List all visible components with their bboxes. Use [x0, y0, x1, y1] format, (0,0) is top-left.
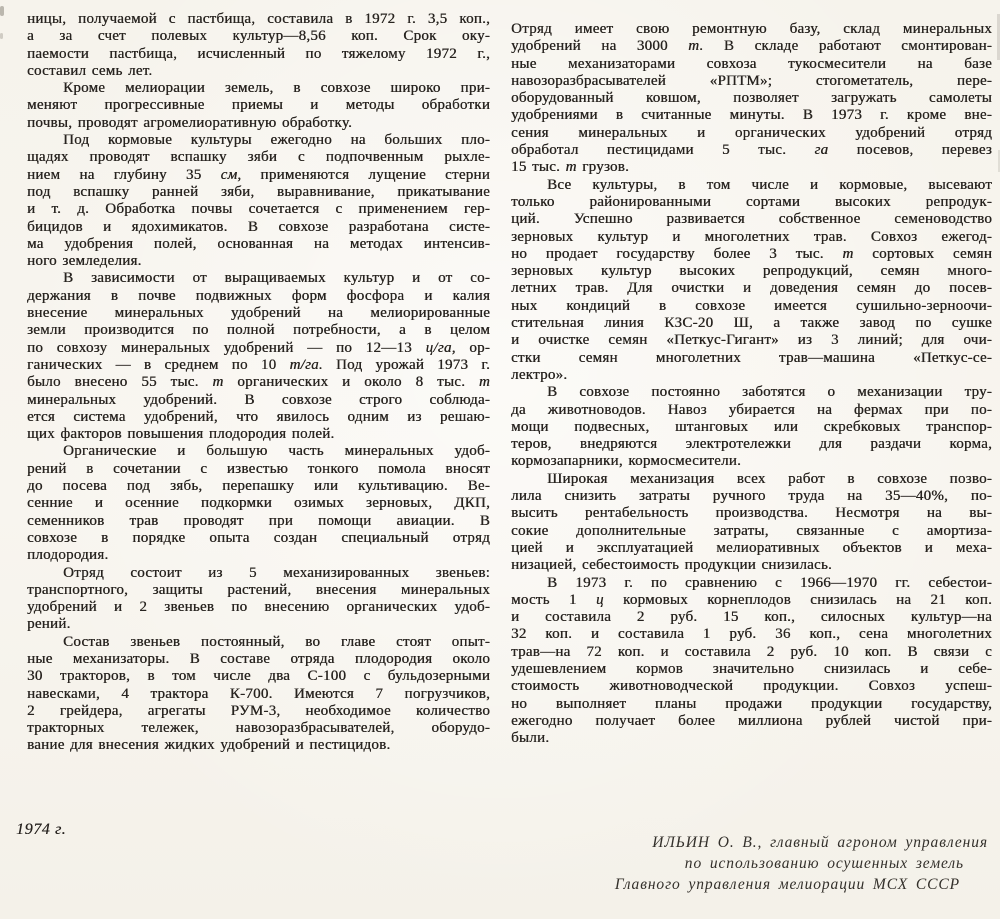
- text-line: под вспашку ранней зяби, выравнивание, прикатывание: [27, 183, 490, 200]
- text-line: щих факторов повышения плодородия полей.: [27, 426, 335, 443]
- text-line: кормозапарники, кормосмесители.: [511, 453, 741, 470]
- text-line: 15 тыс. т грузов.: [511, 159, 630, 176]
- text-line: щадях проводят вспашку зяби с подпочвенным рыхле-: [27, 149, 490, 166]
- paragraph: [27, 270, 490, 443]
- paragraph: [27, 11, 490, 80]
- text-line: почвы, проводят агромелиоративную обработку.: [27, 114, 352, 131]
- text-line: удешевлением кормов значительно снизилась и себе-: [511, 660, 992, 677]
- text-line: ные механизаторами совхоза тукосмесители на базе: [511, 55, 992, 72]
- paragraph: [511, 384, 992, 470]
- text-line: стоимость животноводческой продукции. Совхоз успеш-: [511, 678, 992, 695]
- text-line: трав—на 72 коп. и составила 2 руб. 10 коп. В связи с: [511, 643, 992, 660]
- scan-artifact: [0, 33, 3, 39]
- text-line: были.: [511, 730, 550, 747]
- text-line: да животноводов. Навоз убирается на фермах при по-: [511, 401, 992, 418]
- text-line: зерновых культур высоких репродукций, семян много-: [511, 263, 992, 280]
- text-line: ма удобрения полей, основанная на методах интенсив-: [27, 235, 490, 252]
- text-line: ницы, получаемой с пастбища, составила в 1972 г. 3,5 коп.,: [27, 11, 490, 27]
- text-line: вание для внесения жидких удобрений и пестицидов.: [27, 737, 391, 754]
- text-line: до посева под зябь, перепашку или культивацию. Ве-: [27, 478, 490, 495]
- paragraph: [511, 575, 992, 748]
- signature-line: Главного управления мелиорации МСХ СССР: [614, 875, 960, 893]
- text-line: земли производится по полной потребности, а в целом: [27, 322, 490, 339]
- text-line: сенние и осенние подкормки озимых зерновых, ДКП,: [27, 495, 490, 512]
- paragraph: [511, 471, 992, 575]
- text-line: минеральных удобрений. В совхозе строго соблюда-: [27, 391, 490, 408]
- text-line: ного земледелия.: [27, 253, 142, 270]
- text-line: Отряд состоит из 5 механизированных звеньев:: [63, 564, 490, 581]
- text-line: лектро».: [511, 366, 568, 383]
- text-line: сокие дополнительные затраты, связанные с амортиза-: [511, 522, 992, 539]
- text-line: Состав звеньев постоянный, во главе стоят опыт-: [63, 633, 490, 650]
- text-line: мость 1 ц кормовых корнеплодов снизилась на 21 коп.: [511, 591, 992, 608]
- text-line: внесение минеральных удобрений на мелиорированные: [27, 305, 490, 322]
- text-line: тракторных тележек, навозоразбрасывателей, оборудо-: [27, 720, 490, 737]
- text-line: 2 грейдера, агрегаты РУМ-3, необходимое количество: [27, 702, 490, 719]
- text-line: рений.: [27, 616, 71, 633]
- text-line: и т. д. Обработка почвы сочетается с применением гер-: [27, 201, 490, 218]
- text-line: оборудованный ковшом, позволяет загружать самолеты: [511, 90, 992, 107]
- text-line: Кроме мелиорации земель, в совхозе широко при-: [63, 80, 490, 97]
- text-line: Органические и большую часть минеральных удоб-: [63, 443, 490, 460]
- paragraph: [511, 177, 992, 385]
- text-line: только районированными сортами высоких репродук-: [511, 193, 992, 210]
- text-line: ется система удобрений, что явилось одним из решаю-: [27, 408, 490, 425]
- text-line: нием на глубину 35 см, применяются лущение стерни: [27, 166, 490, 183]
- text-line: мощи подвесных, штанговых или скребковых транспор-: [511, 418, 992, 435]
- text-line: В 1973 г. по сравнению с 1966—1970 гг. себестои-: [547, 574, 992, 591]
- text-line: и очистке семян «Петкус-Гигант» из 3 линий; для очи-: [511, 332, 992, 349]
- signature-line: по использованию осушенных земель: [684, 854, 964, 872]
- text-line: В совхозе постоянно заботятся о механизации тру-: [547, 384, 992, 401]
- text-line: стительная линия КЗС-20 Ш, а также завод по сушке: [511, 315, 992, 332]
- text-line: теров, внедряются электротележки для раздачи корма,: [511, 436, 992, 453]
- signature-block: [615, 833, 988, 895]
- text-line: ганических — в среднем по 10 т/га. Под урожай 1973 г.: [27, 356, 490, 373]
- text-line: навесками, 4 трактора К-700. Имеются 7 погрузчиков,: [27, 685, 490, 702]
- paragraph: [27, 443, 490, 564]
- text-line: удобрений и 2 звеньев по внесению органических удоб-: [27, 599, 490, 616]
- column-right: [511, 21, 992, 753]
- text-line: В зависимости от выращиваемых культур и от со-: [63, 270, 490, 287]
- text-line: плодородия.: [27, 547, 109, 564]
- text-line: по совхозу минеральных удобрений — по 12—13 ц/га, ор-: [27, 339, 490, 356]
- text-line: навозоразбрасывателей «РПТМ»; стогометатель, пере-: [511, 72, 992, 89]
- text-line: совхозе в порядке опыта создан специальный отряд: [27, 529, 490, 546]
- text-line: 32 коп. и составила 1 руб. 36 коп., сена многолетних: [511, 626, 992, 643]
- text-line: и составила 2 руб. 15 коп., силосных культур—на: [511, 609, 992, 626]
- text-line: лила снизить затраты ручного труда на 35—40%, по-: [511, 488, 992, 505]
- text-line: паемости пастбища, исчисленный по тяжелому 1972 г.,: [27, 45, 490, 62]
- paragraph: [27, 80, 490, 132]
- text-line: ежегодно получает более миллиона рублей чистой при-: [511, 712, 992, 729]
- text-line: меняют прогрессивные приемы и методы обработки: [27, 97, 490, 114]
- signature-line: ИЛЬИН О. В., главный агроном управления: [652, 834, 988, 851]
- text-line: составил семь лет.: [27, 62, 153, 79]
- text-line: цией и эксплуатацией мелиоративных объектов и меха-: [511, 539, 992, 556]
- column-left: [27, 11, 490, 759]
- paragraph: [27, 634, 490, 755]
- paragraph: [27, 132, 490, 270]
- text-line: было внесено 55 тыс. т органических и около 8 тыс. т: [27, 374, 490, 391]
- text-line: рений в сочетании с известью тонкого помола вносят: [27, 460, 490, 477]
- text-line: стки семян многолетних трав—машина «Петкус-се-: [511, 349, 992, 366]
- text-line: но выполняет планы продажи продукции государству,: [511, 695, 992, 712]
- text-line: семенников трав проводят при помощи авиации. В: [27, 512, 490, 529]
- paragraph: [27, 565, 490, 634]
- text-line: ные механизаторы. В составе отряда плодородия около: [27, 650, 490, 667]
- text-line: удобрений на 3000 т. В складе работают смонтирован-: [511, 38, 992, 55]
- text-line: 30 тракторов, в том числе два С-100 с бульдозерными: [27, 668, 490, 685]
- text-line: обработал пестицидами 5 тыс. га посевов, перевез: [511, 142, 992, 159]
- text-line: но продает государству более 3 тыс. т сортовых семян: [511, 245, 992, 262]
- text-line: летних трав. Для очистки и доведения семян до посев-: [511, 280, 992, 297]
- text-line: Отряд имеет свою ремонтную базу, склад минеральных: [511, 21, 992, 37]
- footer-year: 1974 г.: [16, 821, 67, 838]
- text-line: бицидов и ядохимикатов. В совхозе разработана систе-: [27, 218, 490, 235]
- text-line: ций. Успешно развивается собственное семеноводство: [511, 211, 992, 228]
- text-line: удобрениями в считанные минуты. В 1973 г. кроме вне-: [511, 107, 992, 124]
- text-line: Широкая механизация всех работ в совхозе позво-: [547, 470, 992, 487]
- text-line: сения минеральных и органических удобрений отряд: [511, 124, 992, 141]
- text-line: зерновых культур и многолетних трав. Совхоз ежегод-: [511, 228, 992, 245]
- text-line: Все культуры, в том числе и кормовые, высевают: [547, 176, 992, 193]
- text-line: Под кормовые культуры ежегодно на больших пло-: [63, 132, 490, 149]
- paragraph: [511, 21, 992, 177]
- text-line: держания в почве подвижных форм фосфора и калия: [27, 287, 490, 304]
- scan-artifact: [0, 6, 4, 16]
- text-line: транспортного, защиты растений, внесения минеральных: [27, 581, 490, 598]
- text-line: высить рентабельность производства. Несмотря на вы-: [511, 505, 992, 522]
- text-line: ных кондиций в совхозе имеется сушильно-зерноочи-: [511, 297, 992, 314]
- text-line: а за счет полевых культур—8,56 коп. Срок оку-: [27, 28, 490, 45]
- text-line: низацией, себестоимость продукции снизилась.: [511, 557, 832, 574]
